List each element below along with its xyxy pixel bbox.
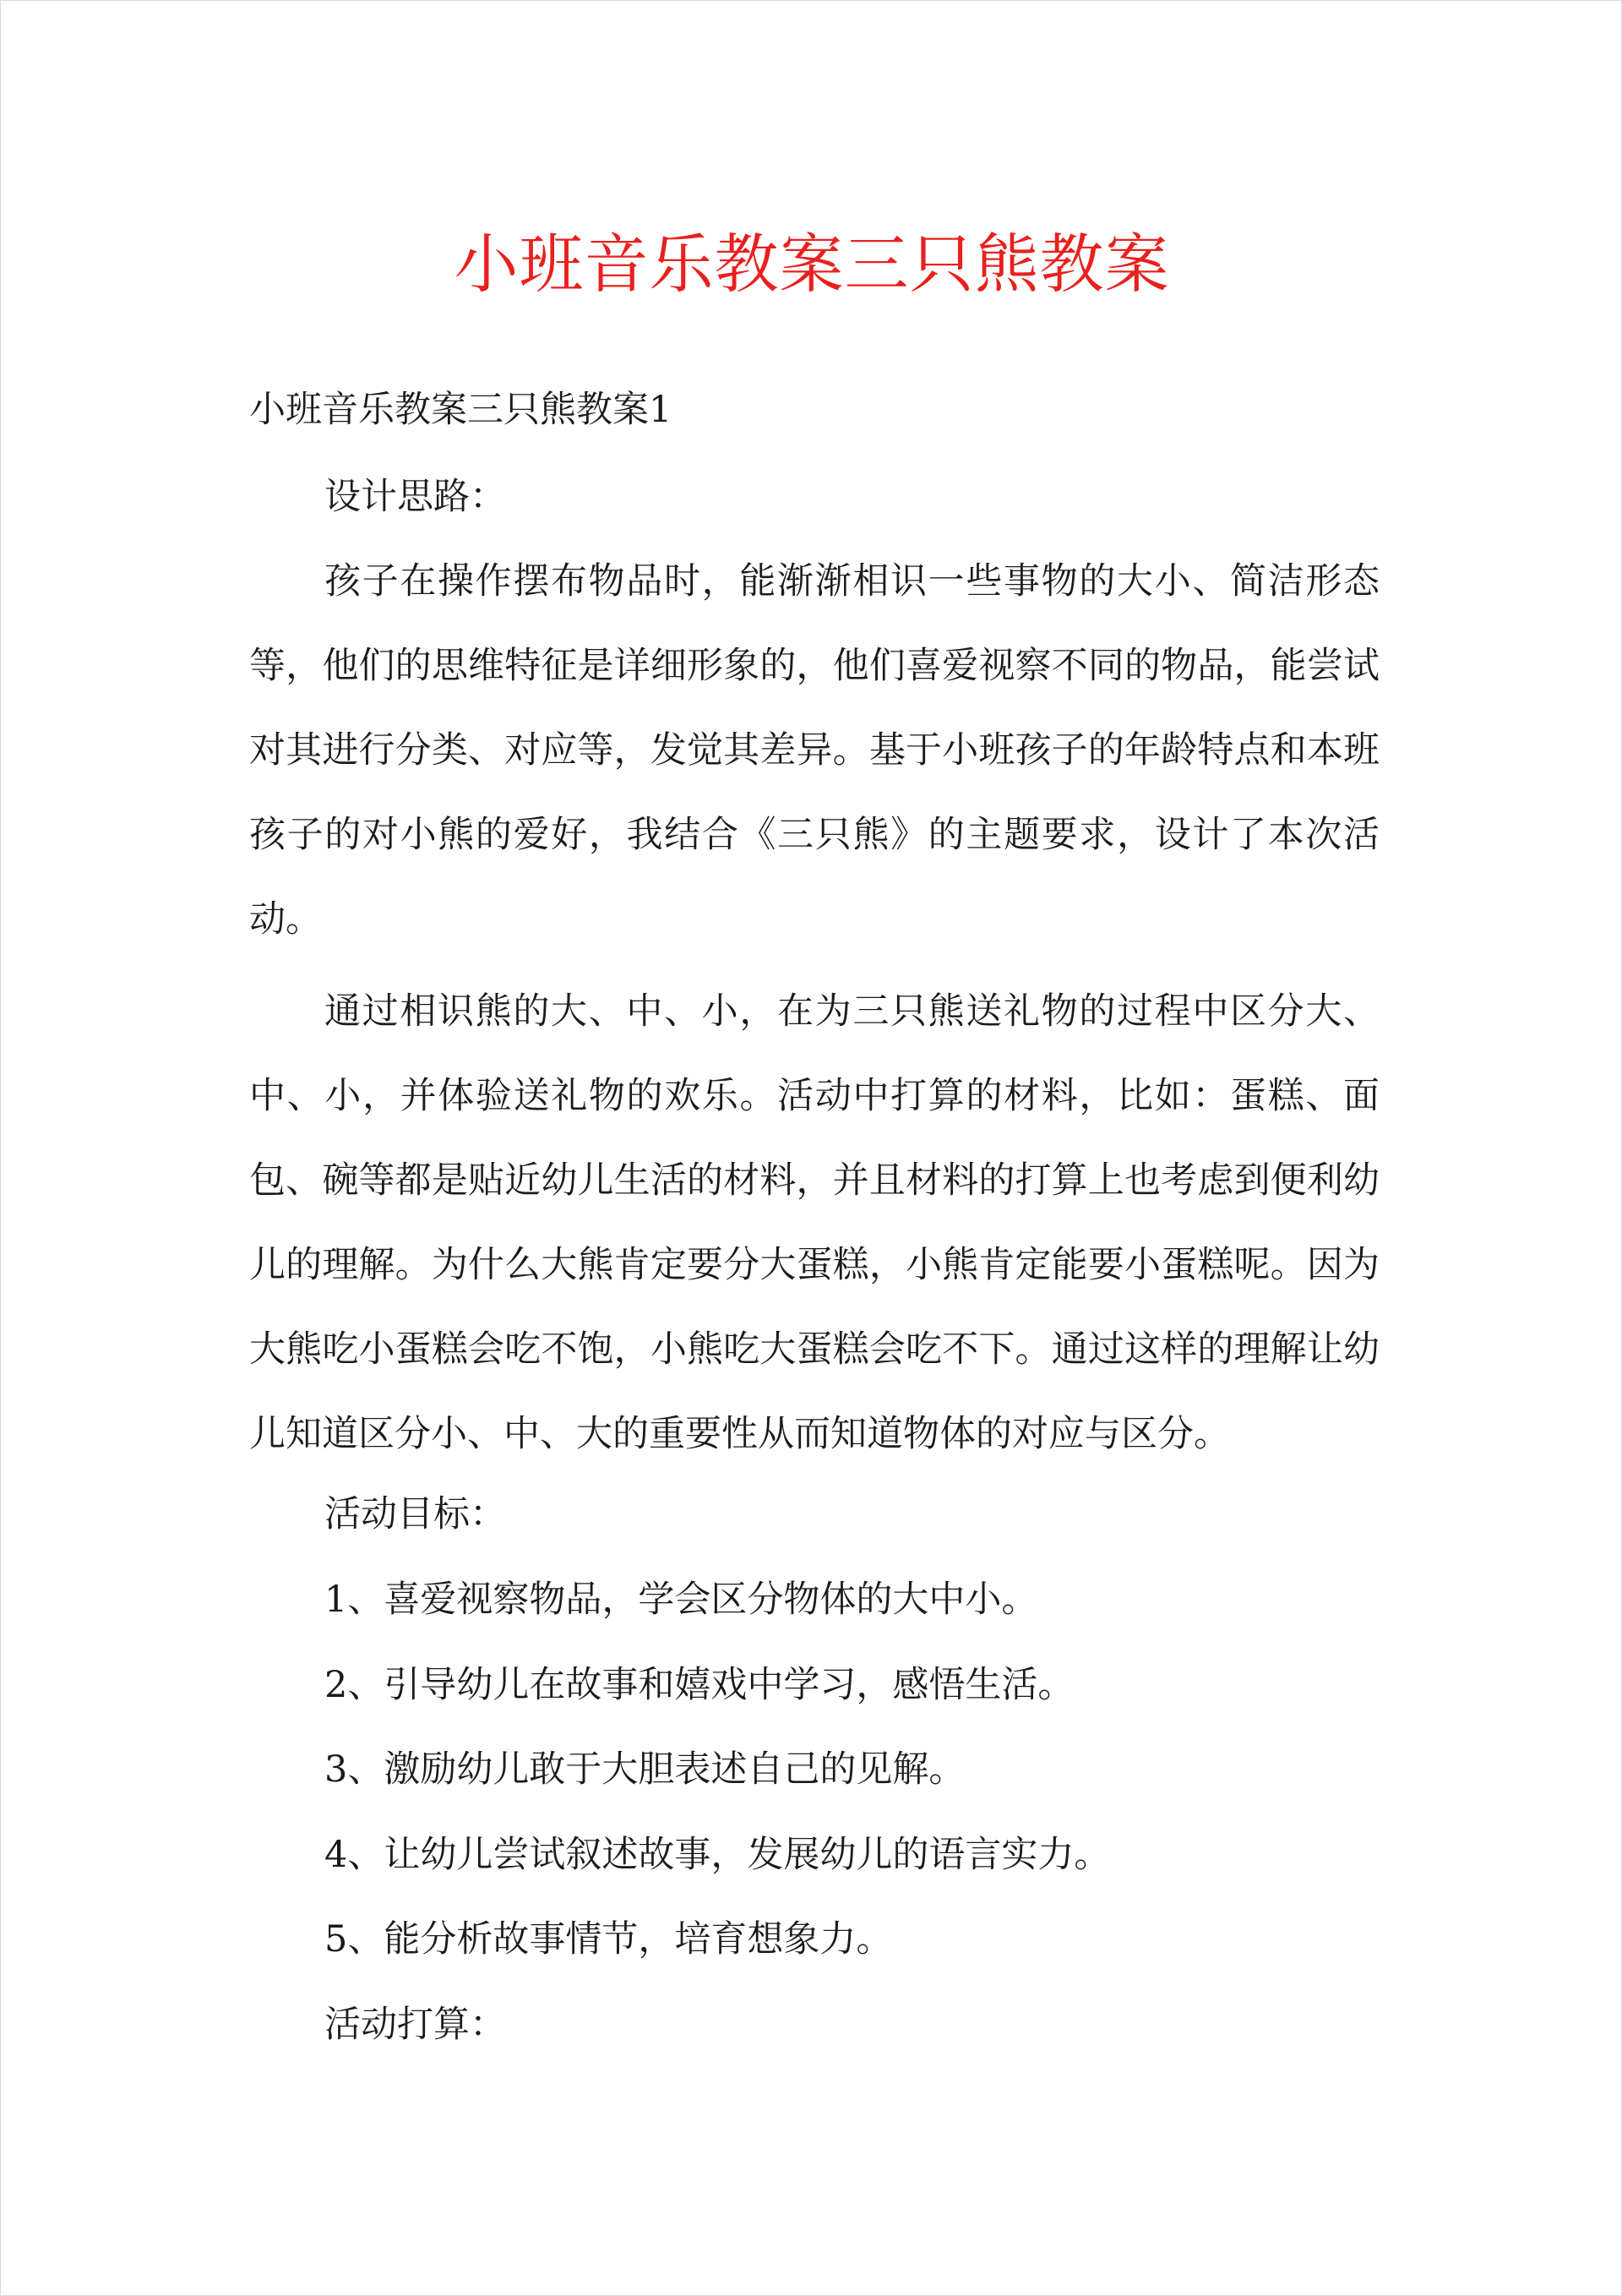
- design-paragraph-1: 孩子在操作摆布物品时，能渐渐相识一些事物的大小、简洁形态等，他们的思维特征是详细形象的，他们喜爱视察不同的物品，能尝试对其进行分类、对应等，发觉其差异。基于小班孩子的年龄特点和本班孩子的对小熊的爱好，我结合《三只熊》的主题要求，设计了本次活动。: [249, 560, 1380, 941]
- goal-item: 2、引导幼儿在故事和嬉戏中学习，感悟生活。: [324, 1664, 1075, 1706]
- lesson-subtitle: 小班音乐教案三只熊教案1: [249, 389, 672, 431]
- document-title: 小班音乐教案三只熊教案: [454, 226, 1170, 302]
- goal-item: 4、让幼儿尝试叙述故事，发展幼儿的语言实力。: [324, 1834, 1111, 1876]
- goal-item: 3、激励幼儿敢于大胆表述自己的见解。: [324, 1748, 966, 1791]
- goal-item: 5、能分析故事情节，培育想象力。: [324, 1918, 893, 1961]
- design-heading: 设计思路：: [324, 476, 506, 518]
- preparation-heading: 活动打算：: [324, 2004, 506, 2046]
- goals-heading: 活动目标：: [324, 1493, 506, 1535]
- goal-item: 1、喜爱视察物品，学会区分物体的大中小。: [324, 1579, 1038, 1621]
- design-paragraph-2: 通过相识熊的大、中、小，在为三只熊送礼物的过程中区分大、中、小，并体验送礼物的欢乐。活动中打算的材料，比如：蛋糕、面包、碗等都是贴近幼儿生活的材料，并且材料的打算上也考虑到便利幼儿的理解。为什么大熊肯定要分大蛋糕，小熊肯定能要小蛋糕呢。因为大熊吃小蛋糕会吃不饱，小熊吃大蛋糕会吃不下。通过这样的理解让幼儿知道区分小、中、大的重要性从而知道物体的对应与区分。: [249, 990, 1380, 1455]
